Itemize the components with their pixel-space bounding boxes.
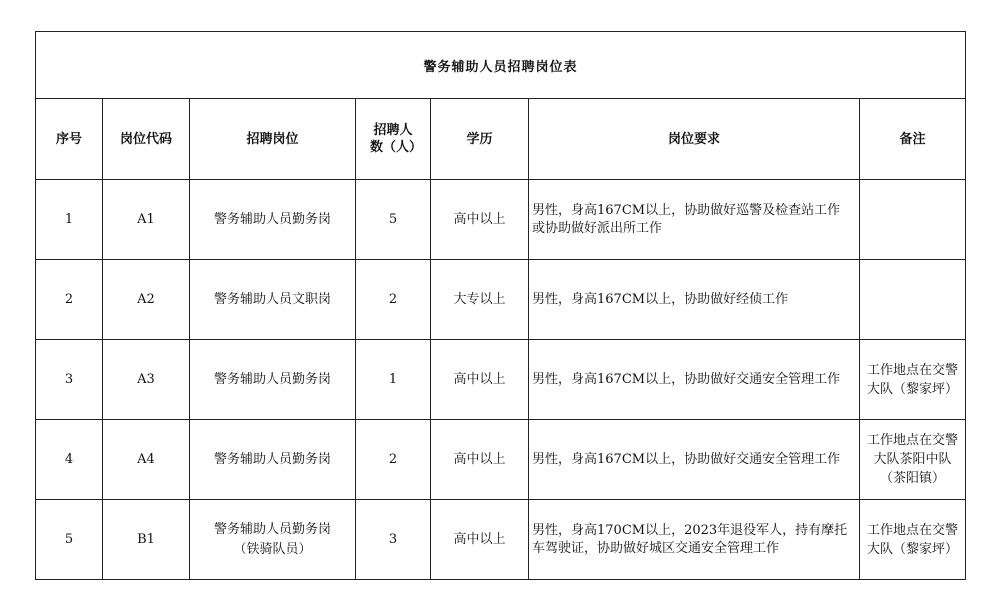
cell-requirement: 男性，身高167CM以上，协助做好交通安全管理工作 xyxy=(529,340,860,420)
cell-note xyxy=(860,260,966,340)
header-index: 序号 xyxy=(36,99,103,180)
cell-count: 2 xyxy=(356,260,431,340)
cell-position xyxy=(190,500,356,580)
cell-note xyxy=(860,180,966,260)
cell-count: 5 xyxy=(356,180,431,260)
header-education: 学历 xyxy=(431,99,529,180)
cell-requirement: 男性，身高167CM以上，协助做好巡警及检查站工作或协助做好派出所工作 xyxy=(529,180,860,260)
cell-education: 高中以上 xyxy=(431,500,529,580)
recruitment-table xyxy=(35,31,966,580)
cell-index: 4 xyxy=(36,420,103,500)
cell-code: B1 xyxy=(103,500,190,580)
header-count: 招聘人数（人） xyxy=(356,99,431,180)
table-row xyxy=(36,420,966,500)
cell-requirement: 男性，身高170CM以上，2023年退役军人，持有摩托车驾驶证，协助做好城区交通安全管理工作 xyxy=(529,500,860,580)
cell-code: A3 xyxy=(103,340,190,420)
cell-education: 高中以上 xyxy=(431,340,529,420)
cell-index: 1 xyxy=(36,180,103,260)
cell-code: A1 xyxy=(103,180,190,260)
cell-code: A2 xyxy=(103,260,190,340)
cell-code: A4 xyxy=(103,420,190,500)
cell-requirement: 男性，身高167CM以上，协助做好交通安全管理工作 xyxy=(529,420,860,500)
cell-count: 1 xyxy=(356,340,431,420)
cell-education: 大专以上 xyxy=(431,260,529,340)
table-row xyxy=(36,260,966,340)
cell-count: 2 xyxy=(356,420,431,500)
table-title: 警务辅助人员招聘岗位表 xyxy=(36,32,966,99)
table-row xyxy=(36,340,966,420)
cell-position: 警务辅助人员勤务岗 xyxy=(190,420,356,500)
header-position: 招聘岗位 xyxy=(190,99,356,180)
cell-note: 工作地点在交警大队（黎家坪） xyxy=(860,340,966,420)
cell-position: 警务辅助人员勤务岗 xyxy=(190,340,356,420)
cell-position: 警务辅助人员文职岗 xyxy=(190,260,356,340)
cell-position-main: 警务辅助人员勤务岗 xyxy=(213,521,331,537)
header-requirement: 岗位要求 xyxy=(529,99,860,180)
cell-position-sub: （铁骑队员） xyxy=(233,541,312,557)
table-row xyxy=(36,180,966,260)
cell-index: 2 xyxy=(36,260,103,340)
cell-requirement: 男性，身高167CM以上，协助做好经侦工作 xyxy=(529,260,860,340)
cell-count: 3 xyxy=(356,500,431,580)
header-note: 备注 xyxy=(860,99,966,180)
cell-index: 3 xyxy=(36,340,103,420)
cell-education: 高中以上 xyxy=(431,420,529,500)
header-row xyxy=(36,99,966,180)
cell-note: 工作地点在交警大队茶阳中队（茶阳镇） xyxy=(860,420,966,500)
cell-note: 工作地点在交警大队（黎家坪） xyxy=(860,500,966,580)
header-code: 岗位代码 xyxy=(103,99,190,180)
table-row xyxy=(36,500,966,580)
cell-index: 5 xyxy=(36,500,103,580)
cell-position: 警务辅助人员勤务岗 xyxy=(190,180,356,260)
cell-education: 高中以上 xyxy=(431,180,529,260)
